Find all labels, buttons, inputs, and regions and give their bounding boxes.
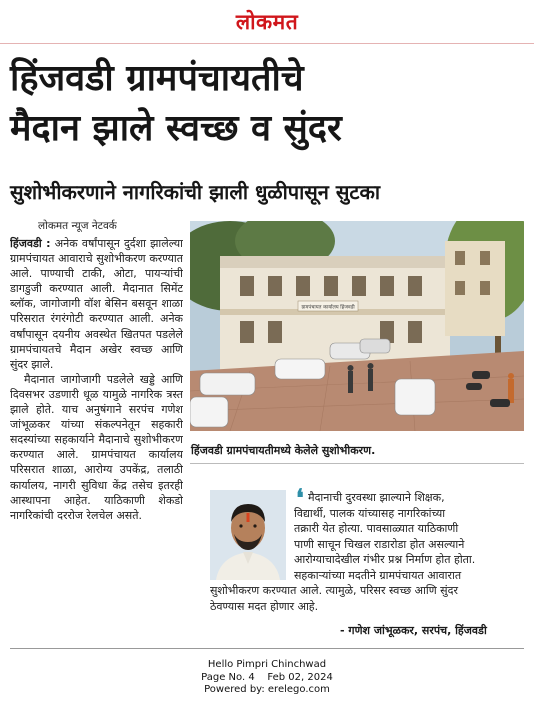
quote-line: सुशोभीकरण करण्यात आले. त्यामुळे, परिसर स्वच्छ आणि सुंदर [210,584,458,597]
byline: लोकमत न्यूज नेटवर्क [38,220,117,232]
quote-line: ठेवण्यास मदत होणार आहे. [210,599,319,613]
subheadline: सुशोभीकरणाने नागरिकांची झाली धुळीपासून सुटका [10,180,381,204]
quote-line: आरोग्याचादेखील गंभीर प्रश्न निर्माण होत होता. [294,553,476,566]
quote-attribution: - गणेश जांभूळकर, सरपंच, हिंजवडी [340,624,487,637]
quote-line: विद्यार्थी, पालक यांच्यासह नागरिकांच्या [294,506,446,520]
headline [10,54,530,154]
masthead-logo: लोकमत [235,10,299,34]
quote-line: तक्रारी येत होत्या. पावसाळ्यात याठिकाणी [294,522,459,535]
article-body [10,236,183,647]
dateline: हिंजवडी : [10,237,51,250]
photo-illustration [190,221,524,431]
page-footer [0,659,534,697]
paragraph-1-text: अनेक वर्षांपासून दुर्दशा झालेल्या ग्रामपंचायत आवाराचे सुशोभीकरण करण्यात आले. पाण्याची टाकी, ओटा, पायऱ्यांची डागडुजी करण्यात आली. मैदानात सिमेंट ब्लॉक, जागोजागी वॉश बेसिन बसवून शाळा परिसरात रंगरंगोटी करण्यात आली. अनेक वर्षांपासून दयनीय अवस्थेत खितपत पडलेले ग्रामपंचायतचे मैदान अखेर स्वच्छ आणि सुंदर झाले. [10,237,183,371]
article-paragraph-1 [10,236,183,372]
headline-line-1: हिंजवडी ग्रामपंचायतीचे [10,58,304,99]
footer-page-info: Page No. 4 Feb 02, 2024 [201,671,333,683]
article-photo [190,221,524,431]
masthead-rule [0,43,534,44]
quote-line: मैदानाची दुरवस्था झाल्याने शिक्षक, [308,491,445,504]
quote-mark-icon: ❛ [296,483,304,512]
footer-publication: Hello Pimpri Chinchwad [207,659,327,670]
sarpanch-quote [210,490,510,614]
quote-divider [190,463,524,464]
bottom-divider [10,648,524,649]
headline-line-2: मैदान झाले स्वच्छ व सुंदर [10,108,342,149]
quote-line: सहकाऱ्यांच्या मदतीने ग्रामपंचायत आवारात [294,568,462,582]
footer-powered-by: Powered by: erelego.com [204,684,330,695]
quote-line: पाणी साचून चिखल राडारोडा होत असल्याने [294,537,465,551]
photo-caption: हिंजवडी ग्रामपंचायतीमध्ये केलेले सुशोभीकरण. [191,444,376,457]
article-paragraph-2: मैदानात जागोजागी पडलेले खड्डे आणि दिवसभर उडणारी धूळ यामुळे नागरिक त्रस्त झाले होते. याच अनुषंगाने सरपंच गणेश जांभूळकर यांच्या संकल्पनेतून सहकारी सदस्यांच्या सहकार्याने मैदानाचे सुशोभीकरण करण्यात आले. ग्रामपंचायत कार्यालय परिसरात शाळा, आरोग्य उपकेंद्र, तलाठी कार्यालय, नागरी सुविधा केंद्र तसेच इतरही आस्थापना आहेत. याठिकाणी शेकडो नागरिकांची दररोज रेलचेल असते. [10,372,183,522]
building-sign-text: ग्रामपंचायत कार्यालय हिंजवडी [301,304,355,311]
